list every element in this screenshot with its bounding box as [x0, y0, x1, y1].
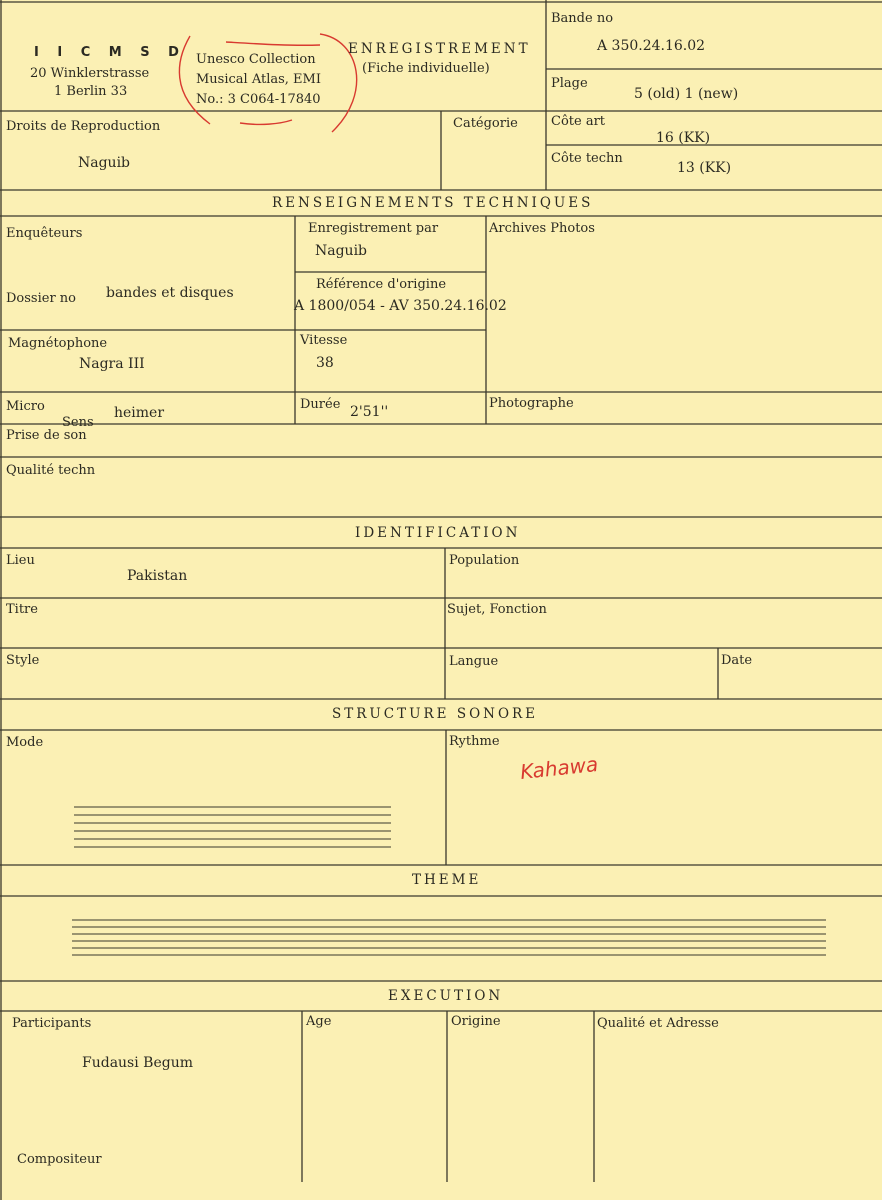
- plage-value: 5 (old) 1 (new): [634, 86, 739, 102]
- stamp-line-2: Musical Atlas, EMI: [196, 72, 321, 87]
- archives-photos-label: Archives Photos: [489, 221, 595, 236]
- compositeur-label: Compositeur: [17, 1152, 102, 1167]
- magnetophone-value: Nagra III: [79, 356, 145, 372]
- style-label: Style: [6, 653, 40, 668]
- cote-techn-label: Côte techn: [551, 151, 623, 166]
- participants-label: Participants: [12, 1016, 92, 1031]
- form-subtitle: (Fiche individuelle): [362, 61, 490, 76]
- section-title-execution: EXECUTION: [388, 988, 504, 1004]
- qualite-adresse-label: Qualité et Adresse: [597, 1016, 719, 1031]
- photographe-label: Photographe: [489, 396, 574, 411]
- plage-label: Plage: [551, 76, 588, 91]
- enregistrement-par-value: Naguib: [315, 243, 368, 259]
- enqueteurs-label: Enquêteurs: [6, 226, 83, 241]
- date-label: Date: [721, 653, 753, 668]
- langue-label: Langue: [449, 654, 499, 669]
- section-title-theme: THEME: [412, 872, 482, 888]
- sujet-fonction-label: Sujet, Fonction: [447, 602, 547, 617]
- mode-staff-lines: [74, 807, 391, 847]
- bande-label: Bande no: [551, 11, 614, 26]
- age-label: Age: [306, 1014, 332, 1029]
- mode-label: Mode: [6, 735, 44, 750]
- cote-techn-value: 13 (KK): [677, 160, 732, 176]
- origine-label: Origine: [451, 1014, 501, 1029]
- section-title-structure: STRUCTURE SONORE: [332, 706, 539, 722]
- section-title-technique: RENSEIGNEMENTS TECHNIQUES: [272, 195, 594, 211]
- org-city: 1 Berlin 33: [54, 84, 128, 99]
- rythme-value-handwritten: Kahawa: [518, 751, 600, 785]
- org-logo: I I C M S D: [34, 45, 186, 60]
- micro-label: Micro: [6, 399, 45, 414]
- dossier-label: Dossier no: [6, 291, 76, 306]
- droits-label: Droits de Reproduction: [6, 119, 161, 134]
- reference-label: Référence d'origine: [316, 277, 447, 292]
- categorie-label: Catégorie: [453, 116, 518, 131]
- enregistrement-par-label: Enregistrement par: [308, 221, 439, 236]
- stamp-line-3: No.: 3 C064-17840: [196, 92, 321, 107]
- stamp-line-1: Unesco Collection: [196, 52, 316, 67]
- vitesse-label: Vitesse: [300, 333, 348, 348]
- titre-label: Titre: [6, 602, 38, 617]
- form-title: ENREGISTREMENT: [348, 41, 531, 57]
- population-label: Population: [449, 553, 520, 568]
- magnetophone-label: Magnétophone: [8, 336, 108, 351]
- lieu-value: Pakistan: [127, 568, 188, 584]
- prise-de-son-label: Prise de son: [6, 428, 87, 443]
- cote-art-value: 16 (KK): [656, 130, 711, 146]
- dossier-value: bandes et disques: [106, 285, 234, 301]
- org-street: 20 Winklerstrasse: [30, 66, 150, 81]
- duree-value: 2'51'': [350, 404, 389, 420]
- section-title-identification: IDENTIFICATION: [355, 525, 521, 541]
- participants-value: Fudausi Begum: [82, 1055, 193, 1071]
- lieu-label: Lieu: [6, 553, 35, 568]
- rythme-label: Rythme: [449, 734, 500, 749]
- bande-value: A 350.24.16.02: [597, 38, 706, 54]
- micro-value-sens: Sens: [62, 415, 94, 430]
- droits-value: Naguib: [78, 155, 131, 171]
- vitesse-value: 38: [316, 355, 334, 371]
- duree-label: Durée: [300, 397, 341, 412]
- micro-value-heimer: heimer: [114, 405, 165, 421]
- reference-value: A 1800/054 - AV 350.24.16.02: [294, 298, 507, 314]
- theme-staff-lines: [72, 920, 826, 955]
- cote-art-label: Côte art: [551, 114, 606, 129]
- qualite-techn-label: Qualité techn: [6, 463, 96, 478]
